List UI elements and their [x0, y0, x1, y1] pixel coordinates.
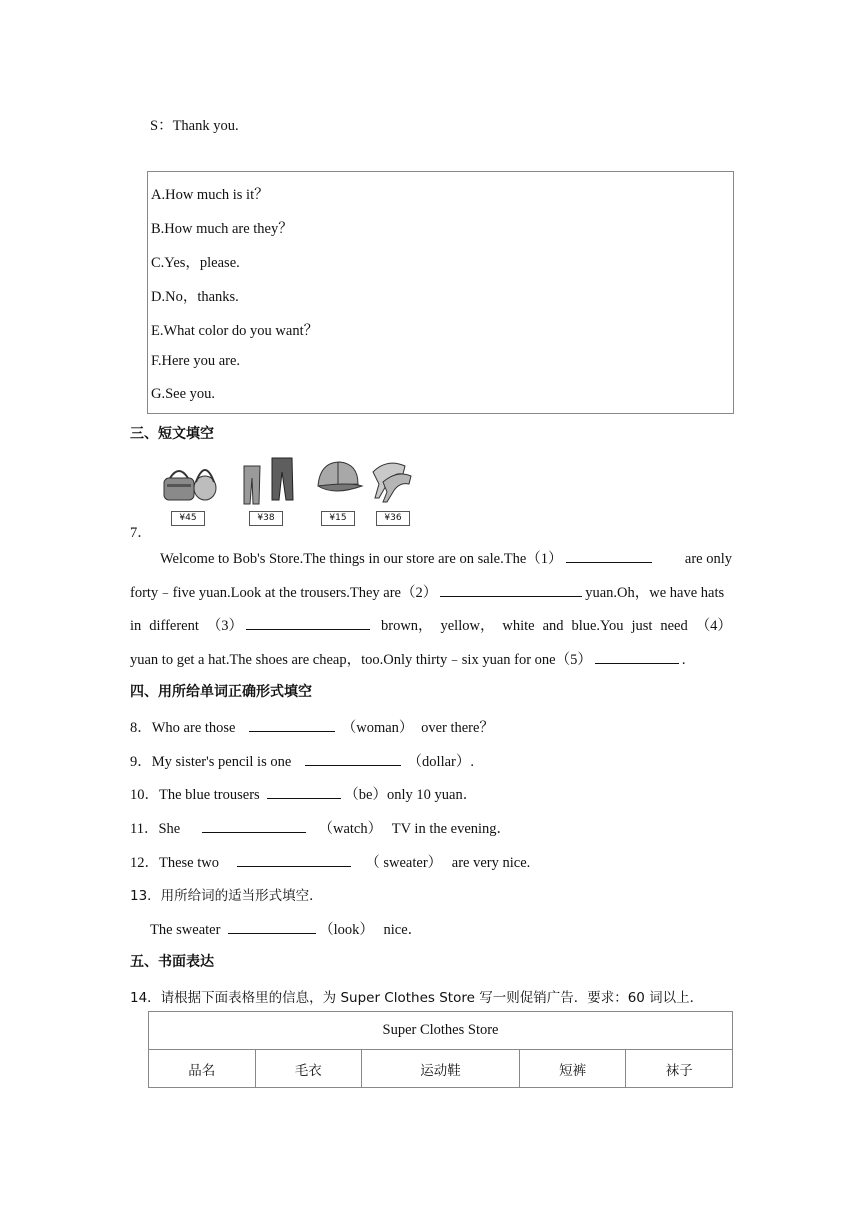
word-hint: （be）only 10 yuan． — [344, 787, 478, 803]
option-e: E.What color do you want？ — [151, 323, 319, 339]
word-hint: （woman） — [341, 720, 414, 736]
table-cell: 毛衣 — [255, 1050, 362, 1088]
table-cell: 袜子 — [626, 1050, 733, 1088]
option-f: F.Here you are. — [151, 353, 241, 369]
option-d: D.No，thanks. — [151, 289, 239, 305]
blank-1[interactable] — [566, 548, 652, 563]
answer-blank[interactable] — [305, 751, 401, 766]
table-cell: 运动鞋 — [362, 1050, 520, 1088]
answer-blank[interactable] — [228, 919, 316, 934]
word: and — [542, 618, 564, 634]
section-heading-5: 五、书面表达 — [130, 954, 214, 970]
dialogue-line: S：Thank you. — [150, 118, 239, 134]
trousers-icon — [238, 452, 296, 528]
question-text: 9．My sister's pencil is one — [130, 754, 292, 770]
blank-2[interactable] — [440, 582, 582, 597]
passage-text: Welcome to Bob's Store.The things in our store are on sale.The（1） — [160, 551, 563, 567]
answer-blank[interactable] — [249, 717, 335, 732]
word: different — [149, 618, 199, 634]
question-text: . — [470, 754, 474, 770]
question-10 — [130, 783, 477, 804]
cap-icon — [310, 452, 368, 528]
question-13 — [150, 918, 422, 939]
word: white — [502, 618, 535, 634]
question-text: The sweater — [150, 922, 221, 938]
passage-line-2 — [130, 581, 732, 602]
price-tag: ¥38 — [249, 511, 283, 526]
word-hint: （look） — [319, 922, 374, 938]
question-text: TV in the evening． — [391, 821, 512, 837]
word: brown， — [381, 618, 433, 634]
question-11 — [130, 817, 511, 838]
word: yellow， — [440, 618, 495, 634]
table-row — [149, 1050, 733, 1088]
price-tag: ¥45 — [171, 511, 205, 526]
price-tag: ¥15 — [321, 511, 355, 526]
question-text: 11．She — [130, 821, 181, 837]
word-hint: （watch） — [318, 821, 383, 837]
store-items-picture — [160, 452, 412, 528]
question-text: over there？ — [421, 720, 494, 736]
table-cell: 品名 — [149, 1050, 256, 1088]
options-box — [147, 171, 734, 414]
passage-line-3 — [130, 614, 732, 635]
answer-blank[interactable] — [237, 852, 351, 867]
option-g: G.See you. — [151, 386, 216, 402]
word-hint: （dollar） — [407, 754, 471, 770]
store-table — [148, 1011, 733, 1088]
word: （3） — [206, 618, 244, 634]
table-title: Super Clothes Store — [149, 1012, 733, 1050]
passage-text: forty﹣five yuan.Look at the trousers.They are（2） — [130, 585, 438, 601]
passage-text: are only — [684, 551, 732, 567]
word: need — [660, 618, 688, 634]
table-cell: 短裤 — [519, 1050, 626, 1088]
passage-line-4 — [130, 648, 732, 669]
passage-line-1 — [130, 547, 732, 568]
word: （4） — [695, 618, 732, 634]
blank-3[interactable] — [246, 615, 370, 630]
passage-text: yuan.Oh，we have hats — [585, 585, 725, 601]
word: in — [130, 618, 142, 634]
question-text: 12．These two — [130, 855, 219, 871]
question-9 — [130, 750, 474, 771]
blank-5[interactable] — [595, 649, 679, 664]
question-text: nice． — [383, 922, 423, 938]
question-text: 8．Who are those — [130, 720, 236, 736]
option-b: B.How much are they？ — [151, 221, 293, 237]
word-hint: （ sweater） — [365, 855, 443, 871]
question-13-title: 13．用所给词的适当形式填空． — [130, 888, 323, 904]
section-heading-3: 三、短文填空 — [130, 426, 214, 442]
question-8 — [130, 716, 494, 737]
question-number-7: 7． — [130, 525, 152, 541]
question-text: are very nice. — [451, 855, 531, 871]
option-c: C.Yes，please. — [151, 255, 240, 271]
option-a: A.How much is it？ — [151, 187, 269, 203]
answer-blank[interactable] — [202, 818, 306, 833]
question-14: 14．请根据下面表格里的信息，为 Super Clothes Store 写一则促销广告．要求：60 词以上． — [130, 990, 704, 1006]
question-text: 10．The blue trousers — [130, 787, 260, 803]
passage-text: . — [681, 652, 686, 668]
word: blue.You — [571, 618, 624, 634]
passage-text: yuan to get a hat.The shoes are cheap，too.Only thirty﹣six yuan for one（5） — [130, 652, 592, 668]
question-12 — [130, 851, 530, 872]
price-tag: ¥36 — [376, 511, 410, 526]
answer-blank[interactable] — [267, 784, 341, 799]
word: just — [631, 618, 653, 634]
bag-icon — [160, 452, 218, 528]
section-heading-4: 四、用所给单词正确形式填空 — [130, 684, 312, 700]
shoes-icon — [365, 452, 423, 528]
